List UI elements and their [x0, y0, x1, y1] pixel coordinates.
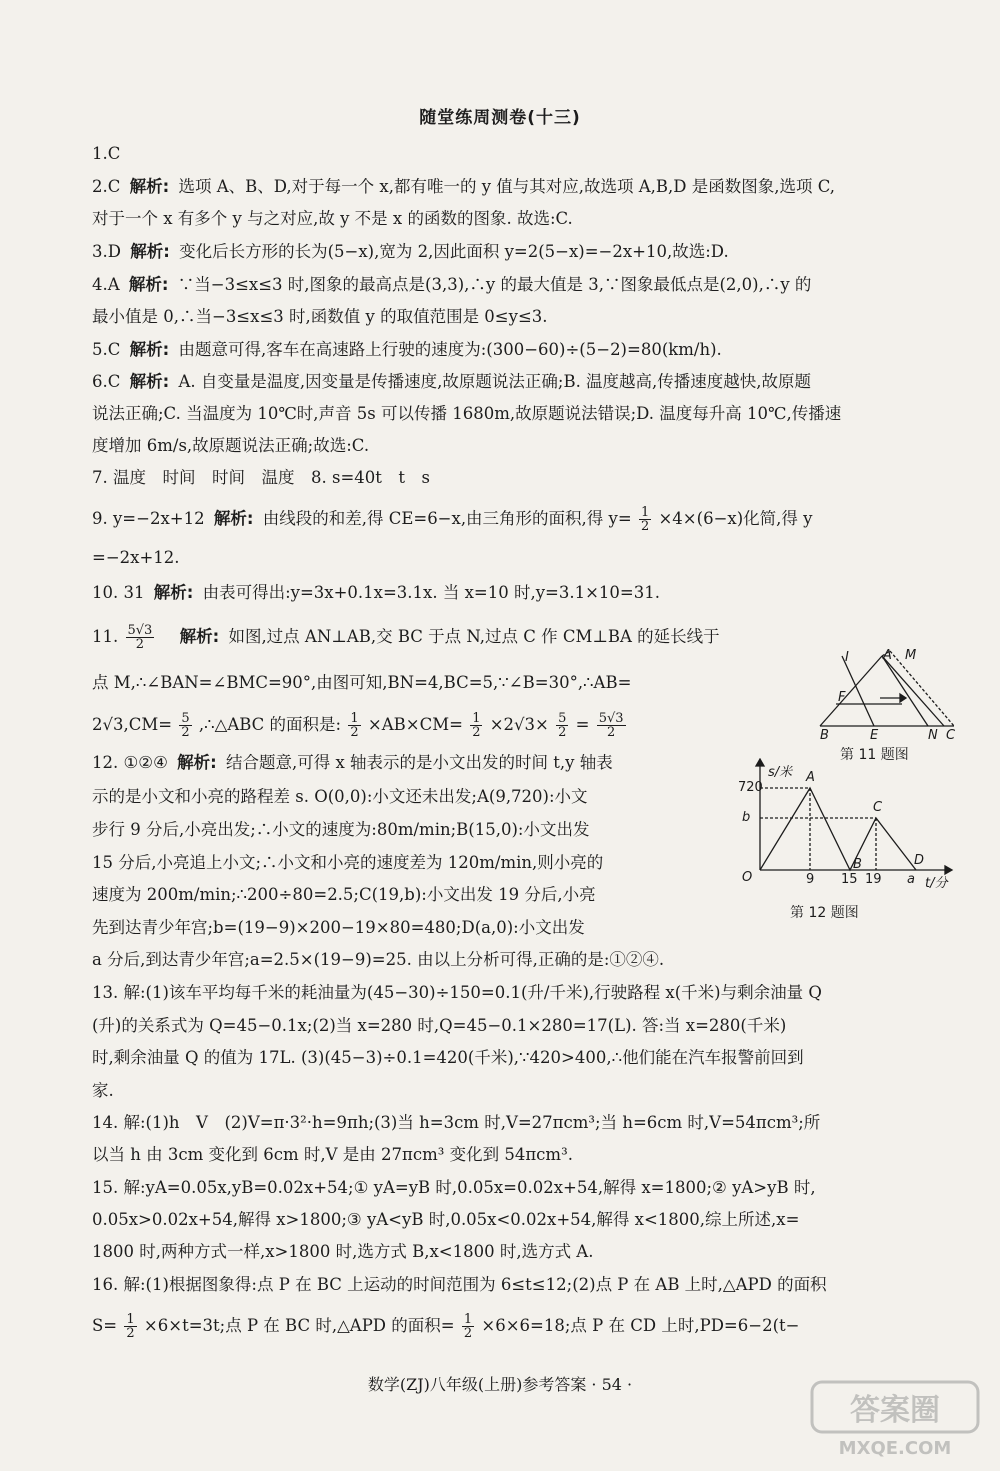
- answer-11-cont: 点 M,∴∠BAN=∠BMC=90°,由图可知,BN=4,BC=5,∵∠B=30°,∴AB=: [92, 673, 632, 692]
- answer-6-cont: 说法正确;C. 当温度为 10℃时,声音 5s 可以传播 1680m,故原题说法错误;D. 温度每升高 10℃,传播速: [92, 404, 842, 423]
- answer-5: [92, 339, 722, 361]
- answer-16-cont: [92, 1313, 799, 1340]
- analysis-text: 结合题意,可得 x 轴表示的是小文出发的时间 t,y 轴表: [225, 753, 613, 772]
- answer-value: 9. y=−2x+12: [92, 509, 205, 528]
- answer-4: [92, 274, 811, 296]
- answer-value: 12. ①②④: [92, 753, 168, 772]
- analysis-text: 变化后长方形的长为(5−x),宽为 2,因此面积 y=2(5−x)=−2x+10,故选:D.: [179, 242, 729, 261]
- answer-12-cont: 步行 9 分后,小亮出发;∴小文的速度为:80m/min;B(15,0):小文出发: [92, 820, 590, 839]
- analysis-label: 解析:: [179, 627, 220, 646]
- svg-text:MXQE.COM: MXQE.COM: [838, 1438, 952, 1459]
- fig11-label-B: B: [820, 728, 829, 743]
- answer-10: [92, 582, 660, 604]
- answer-choice: 3.D: [92, 242, 121, 261]
- fraction: $\frac{1}{2}$: [472, 711, 481, 740]
- fig12-pA: A: [806, 770, 815, 785]
- answer-12-cont: 速度为 200m/min;∴200÷80=2.5;C(19,b):小文出发 19 分后,小亮: [92, 885, 596, 904]
- answer-12: [92, 752, 613, 774]
- analysis-label: 解析:: [177, 753, 217, 772]
- fraction: $\frac{5√3}{2}$: [127, 623, 153, 652]
- fraction: $\frac{1}{2}$: [463, 1312, 473, 1341]
- page-footer: 数学(ZJ)八年级(上册)参考答案 · 54 ·: [367, 1375, 633, 1394]
- figure-12: [730, 758, 960, 888]
- fig11-label-C: C: [946, 728, 956, 743]
- analysis-text: 由题意可得,客车在高速路上行驶的速度为:(300−60)÷(5−2)=80(km/h).: [178, 340, 722, 359]
- question-number: 11.: [92, 627, 119, 646]
- fig12-origin: O: [742, 870, 753, 885]
- answer-11: [92, 624, 720, 651]
- watermark-logo: [810, 1380, 980, 1460]
- analysis-text: S=: [92, 1316, 118, 1335]
- fraction: $\frac{5}{2}$: [181, 711, 190, 740]
- analysis-label: 解析:: [153, 583, 194, 602]
- answer-3: [92, 241, 729, 263]
- fig11-label-F: F: [838, 690, 846, 705]
- fig11-label-A: A: [883, 648, 892, 663]
- analysis-text: 选项 A、B、D,对于每一个 x,都有唯一的 y 值与其对应,故选项 A,B,D 是函数图象,选项 C,: [178, 177, 836, 196]
- analysis-text: ×4×(6−x)化简,得 y: [658, 509, 813, 528]
- answer-choice: 2.C: [92, 177, 121, 196]
- answer-value: 10. 31: [92, 583, 145, 602]
- svg-text:答案圈: 答案圈: [850, 1393, 940, 1428]
- fig12-pB: B: [853, 857, 862, 872]
- answer-9: [92, 506, 812, 533]
- answer-14: 14. 解:(1)h V (2)V=π·3²·h=9πh;(3)当 h=3cm 时,V=27πcm³;当 h=6cm 时,V=54πcm³;所: [92, 1113, 821, 1132]
- analysis-text: 由线段的和差,得 CE=6−x,由三角形的面积,得 y=: [262, 509, 632, 528]
- fraction: $\frac{1}{2}$: [350, 711, 359, 740]
- analysis-text: 2√3,CM=: [92, 715, 173, 734]
- analysis-text: ×AB×CM=: [367, 715, 463, 734]
- answer-15: 15. 解:yA=0.05x,yB=0.02x+54;① yA=yB 时,0.05x=0.02x+54,解得 x=1800;② yA>yB 时,: [92, 1178, 816, 1197]
- analysis-label: 解析:: [129, 177, 170, 196]
- analysis-text: ×6×6=18;点 P 在 CD 上时,PD=6−2(t−: [481, 1316, 800, 1335]
- answer-15-cont: 0.05x>0.02x+54,解得 x>1800;③ yA<yB 时,0.05x<0.02x+54,解得 x<1800,综上所述,x=: [92, 1210, 800, 1229]
- answer-4-cont: 最小值是 0,∴当−3≤x≤3 时,函数值 y 的取值范围是 0≤y≤3.: [92, 307, 548, 326]
- fig12-pC: C: [873, 800, 883, 815]
- analysis-text: ,∴△ABC 的面积是:: [198, 715, 342, 734]
- fig12-x15: 15: [841, 872, 858, 887]
- fig12-pD: D: [914, 853, 925, 868]
- fig12-xa: a: [907, 872, 915, 887]
- answer-13-cont: 家.: [92, 1081, 114, 1100]
- fig12-ylabel: s/米: [768, 765, 793, 780]
- fig12-x9: 9: [806, 872, 815, 887]
- answer-11-cont: [92, 712, 628, 739]
- fig12-xlabel: t/分: [925, 876, 948, 891]
- fig12-yb: b: [742, 810, 751, 825]
- answer-7-8: 7. 温度 时间 时间 温度 8. s=40t t s: [92, 468, 430, 487]
- analysis-text: 如图,过点 AN⊥AB,交 BC 于点 N,过点 C 作 CM⊥BA 的延长线于: [228, 627, 720, 646]
- fraction: $\frac{1}{2}$: [640, 505, 650, 534]
- page-title: 随堂练周测卷(十三): [419, 108, 581, 128]
- fig12-x19: 19: [865, 872, 882, 887]
- analysis-label: 解析:: [128, 275, 169, 294]
- answer-choice: 6.C: [92, 372, 121, 391]
- fraction: $\frac{1}{2}$: [126, 1312, 135, 1341]
- answer-choice: 4.A: [92, 275, 120, 294]
- figure-11-caption: 第 11 题图: [840, 747, 909, 763]
- answer-9-cont: =−2x+12.: [92, 548, 180, 567]
- fraction: $\frac{5√3}{2}$: [598, 711, 624, 740]
- analysis-label: 解析:: [129, 372, 170, 391]
- answer-choice: 5.C: [92, 340, 121, 359]
- analysis-text: A. 自变量是温度,因变量是传播速度,故原题说法正确;B. 温度越高,传播速度越快,故原题: [178, 372, 812, 391]
- analysis-text: =: [575, 715, 590, 734]
- figure-12-caption: 第 12 题图: [790, 905, 859, 921]
- answer-12-cont: 示的是小文和小亮的路程差 s. O(0,0):小文还未出发;A(9,720):小文: [92, 787, 588, 806]
- answer-12-cont: a 分后,到达青少年宫;a=2.5×(19−9)=25. 由以上分析可得,正确的是:①②④.: [92, 950, 665, 969]
- answer-2-cont: 对于一个 x 有多个 y 与之对应,故 y 不是 x 的函数的图象. 故选:C.: [92, 209, 573, 228]
- answer-12-cont: 15 分后,小亮追上小文;∴小文和小亮的速度差为 120m/min,则小亮的: [92, 853, 604, 872]
- answer-14-cont: 以当 h 由 3cm 变化到 6cm 时,V 是由 27πcm³ 变化到 54πcm³.: [92, 1145, 573, 1164]
- answer-6-cont: 度增加 6m/s,故原题说法正确;故选:C.: [92, 436, 370, 455]
- analysis-text: ∵当−3≤x≤3 时,图象的最高点是(3,3),∴y 的最大值是 3,∵图象最低点是(2,0),∴y 的: [177, 275, 812, 294]
- fig11-label-E: E: [870, 728, 879, 743]
- analysis-text: ×6×t=3t;点 P 在 BC 时,△APD 的面积=: [143, 1316, 455, 1335]
- analysis-label: 解析:: [130, 242, 170, 261]
- analysis-label: 解析:: [213, 509, 254, 528]
- analysis-text: 由表可得出:y=3x+0.1x=3.1x. 当 x=10 时,y=3.1×10=31.: [202, 583, 660, 602]
- analysis-text: ×2√3×: [489, 715, 549, 734]
- analysis-label: 解析:: [129, 340, 170, 359]
- answer-6: [92, 371, 811, 393]
- answer-16: 16. 解:(1)根据图象得:点 P 在 BC 上运动的时间范围为 6≤t≤12;(2)点 P 在 AB 上时,△APD 的面积: [92, 1275, 827, 1294]
- fraction: $\frac{5}{2}$: [558, 711, 567, 740]
- fig11-label-M: M: [905, 648, 917, 663]
- answer-13: 13. 解:(1)该车平均每千米的耗油量为(45−30)÷150=0.1(升/千米),行驶路程 x(千米)与剩余油量 Q: [92, 983, 822, 1002]
- fig11-label-N: N: [928, 728, 938, 743]
- fig11-label-I: I: [845, 650, 849, 665]
- answer-12-cont: 先到达青少年宫;b=(19−9)×200−19×80=480;D(a,0):小文出发: [92, 918, 585, 937]
- answer-15-cont: 1800 时,两种方式一样,x>1800 时,选方式 B,x<1800 时,选方式 A.: [92, 1242, 594, 1261]
- answer-13-cont: 时,剩余油量 Q 的值为 17L. (3)(45−3)÷0.1=420(千米),∵420>400,∴他们能在汽车报警前回到: [92, 1048, 804, 1067]
- answer-1: 1.C: [92, 144, 121, 163]
- watermark-icon: [810, 1380, 980, 1460]
- answer-13-cont: (升)的关系式为 Q=45−0.1x;(2)当 x=280 时,Q=45−0.1×280=17(L). 答:当 x=280(千米): [92, 1016, 787, 1035]
- answer-2: [92, 176, 835, 198]
- fig12-y720: 720: [738, 780, 763, 795]
